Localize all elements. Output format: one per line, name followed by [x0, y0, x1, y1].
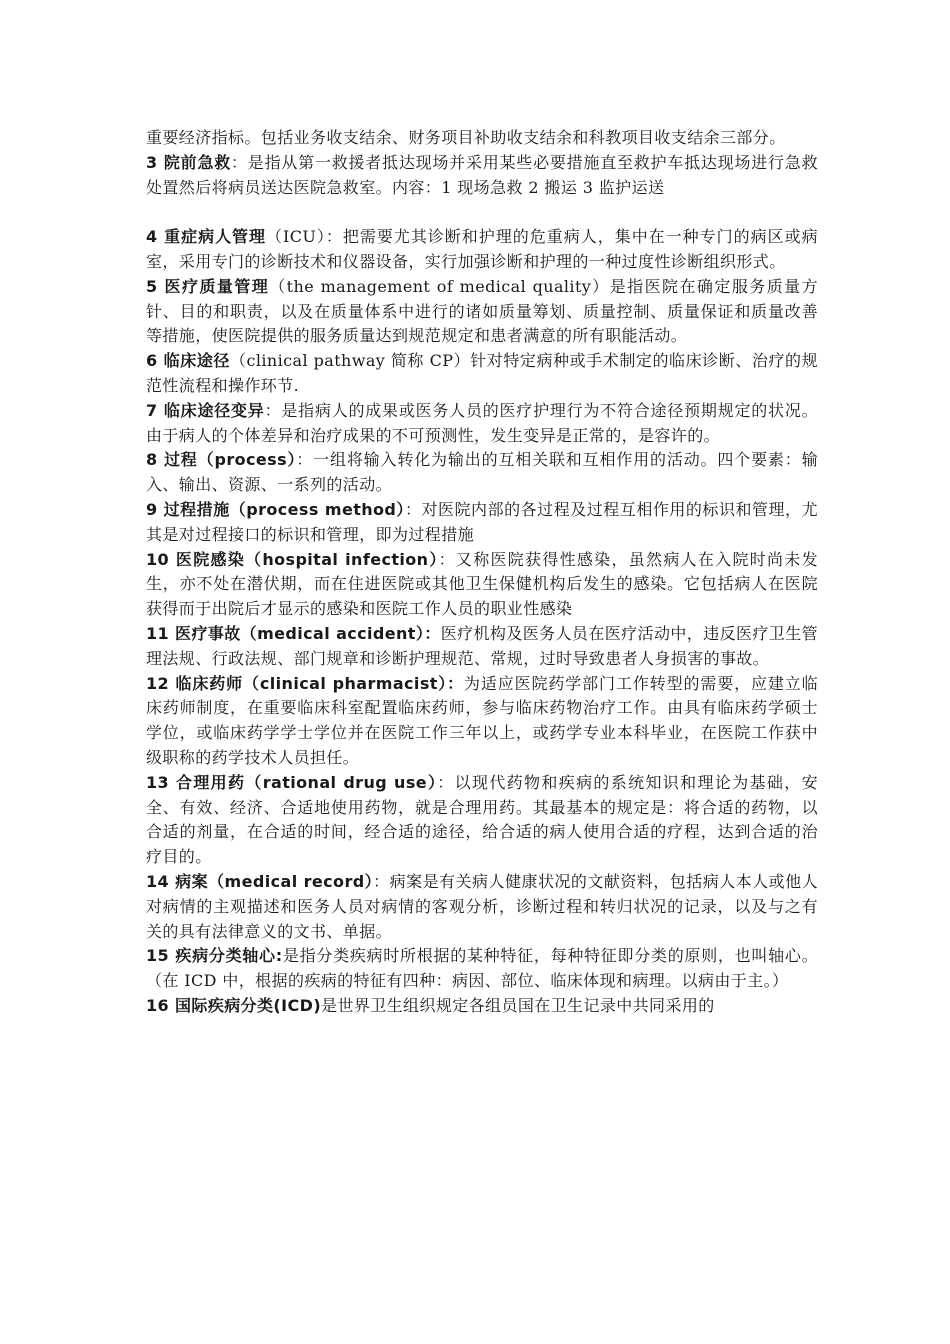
entry-13: [146, 771, 818, 870]
blank-line: [146, 200, 818, 225]
entry-term: 16 国际疾病分类(ICD): [146, 995, 322, 1015]
entry-text: ：一组将输入转化为输出的互相关联和互相作用的活动。四个要素：输入、输出、资源、一系列的活动。: [146, 450, 819, 495]
entry-text: ：对医院内部的各过程及过程互相作用的标识和管理，尤其是对过程接口的标识和管理，即为过程措施: [146, 499, 818, 544]
entry-10: [146, 548, 818, 622]
entry-term: 5 医疗质量管理: [146, 276, 270, 296]
document-page: [146, 126, 818, 1019]
entry-term: 7 临床途径变异: [146, 400, 265, 420]
entry-8: [146, 448, 818, 498]
entry-term: 11 医疗事故（medical accident）：: [146, 623, 441, 643]
entry-text: ：以现代药物和疾病的系统知识和理论为基础，安全、有效、经济、合适地使用药物，就是合理用药。其最基本的规定是：将合适的药物，以合适的剂量，在合适的时间，经合适的途径，给合适的病人使用合适的疗程，达到合适的治疗目的。: [146, 772, 818, 867]
entry-text: ：是指病人的成果或医务人员的医疗护理行为不符合途径预期规定的状况。由于病人的个体差异和治疗成果的不可预测性，发生变异是正常的，是容许的。: [146, 400, 818, 445]
entry-4: [146, 225, 818, 275]
entry-6: [146, 349, 818, 399]
entry-term: 6 临床途径: [146, 351, 230, 371]
entry-term: 15 疾病分类轴心:: [146, 946, 283, 966]
entry-text: （ICU）：把需要尤其诊断和护理的危重病人，集中在一种专门的病区或病室，采用专门的诊断技术和仪器设备，实行加强诊断和护理的一种过度性诊断组织形式。: [146, 227, 818, 271]
entry-16: [146, 994, 818, 1019]
entry-9: [146, 498, 818, 548]
entry-0: [146, 126, 818, 151]
entry-text: （the management of medical quality）是指医院在确定服务质量方针、目的和职责，以及在质量体系中进行的诸如质量筹划、质量控制、质量保证和质量改善等措施，使医院提供的服务质量达到规范规定和患者满意的所有职能活动。: [146, 276, 819, 346]
entry-12: [146, 672, 818, 771]
entry-term: 3 院前急救: [146, 152, 232, 172]
entry-7: [146, 399, 818, 449]
entry-term: 10 医院感染（hospital infection）: [146, 549, 439, 569]
entry-term: 12 临床药师（clinical pharmacist）：: [146, 673, 465, 693]
entry-text: ：病案是有关病人健康状况的文献资料，包括病人本人或他人对病情的主观描述和医务人员对病情的客观分析，诊断过程和转归状况的记录，以及与之有关的具有法律意义的文书、单据。: [146, 871, 818, 941]
entry-term: 13 合理用药（rational drug use）: [146, 772, 438, 792]
entry-term: 8 过程（process）: [146, 450, 297, 470]
entry-text: 是指分类疾病时所根据的某种特征，每种特征即分类的原则，也叫轴心。（在 ICD 中，根据的疾病的特征有四种：病因、部位、临床体现和病理。以病由于主。）: [146, 946, 818, 991]
entry-text: ：又称医院获得性感染，虽然病人在入院时尚未发生，亦不处在潜伏期，而在住进医院或其他卫生保健机构后发生的感染。它包括病人在医院获得而于出院后才显示的感染和医院工作人员的职业性感染: [146, 549, 818, 619]
entry-term: 4 重症病人管理: [146, 227, 267, 247]
entry-5: [146, 275, 818, 349]
entry-14: [146, 870, 818, 944]
entry-15: [146, 944, 818, 994]
entry-text: 是世界卫生组织规定各组员国在卫生记录中共同采用的: [321, 995, 715, 1015]
entry-text: ：是指从第一救援者抵达现场并采用某些必要措施直至救护车抵达现场进行急救处置然后将病员送达医院急救室。内容：1 现场急救 2 搬运 3 监护运送: [146, 152, 818, 197]
entry-text: 重要经济指标。包括业务收支结余、财务项目补助收支结余和科教项目收支结余三部分。: [146, 128, 786, 147]
entry-text: 为适应医院药学部门工作转型的需要，应建立临床药师制度，在重要临床科室配置临床药师，参与临床药物治疗工作。由具有临床药学硕士学位，或临床药学学士学位并在医院工作三年以上，或药学专业本科毕业，在医院工作获中级职称的药学技术人员担任。: [146, 673, 818, 767]
entry-term: 9 过程措施（process method）: [146, 499, 405, 519]
entry-11: [146, 622, 818, 672]
entry-text: 医疗机构及医务人员在医疗活动中，违反医疗卫生管理法规、行政法规、部门规章和诊断护理规范、常规，过时导致患者人身损害的事故。: [146, 623, 818, 668]
entry-term: 14 病案（medical record）: [146, 871, 374, 891]
entry-3: [146, 151, 818, 201]
entry-text: （clinical pathway 简称 CP）针对特定病种或手术制定的临床诊断、治疗的规范性流程和操作环节.: [146, 351, 818, 395]
